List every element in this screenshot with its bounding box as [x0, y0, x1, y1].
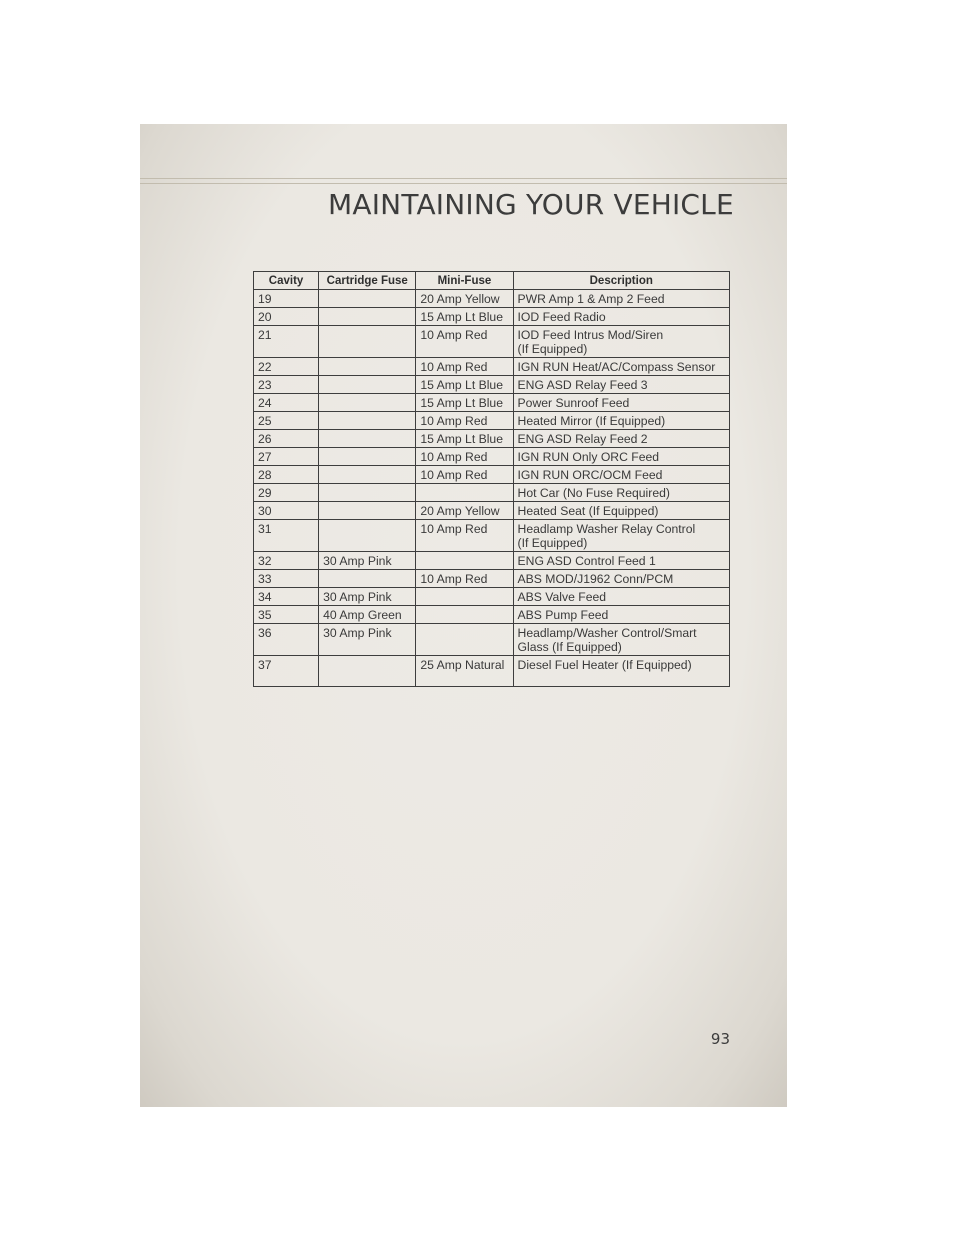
cell-cavity [254, 394, 319, 412]
cell-cartridge-fuse [319, 308, 416, 326]
cell-description-text: IGN RUN Only ORC Feed [517, 450, 660, 464]
cell-cartridge-fuse [319, 656, 416, 687]
cell-cavity-text: 23 [258, 378, 272, 392]
column-header-description: Description [513, 272, 729, 290]
cell-mini-fuse [416, 588, 513, 606]
cell-cavity-text: 19 [258, 292, 272, 306]
cell-description [513, 588, 729, 606]
cell-cavity [254, 624, 319, 656]
cell-description-text: ENG ASD Relay Feed 3 [517, 378, 648, 392]
cell-cavity [254, 656, 319, 687]
cell-cartridge-fuse [319, 466, 416, 484]
cell-description [513, 412, 729, 430]
cell-mini-fuse-text: 10 Amp Red [420, 328, 488, 342]
cell-mini-fuse [416, 376, 513, 394]
cell-mini-fuse [416, 624, 513, 656]
cell-mini-fuse [416, 430, 513, 448]
cell-cartridge-fuse [319, 448, 416, 466]
cell-description-text: Headlamp Washer Relay Control [517, 522, 696, 536]
cell-description-text: ABS Pump Feed [517, 608, 609, 622]
cell-description-text: Hot Car (No Fuse Required) [517, 486, 670, 500]
cell-description-text: Headlamp/Washer Control/Smart [517, 626, 697, 640]
cell-mini-fuse-text: 10 Amp Red [420, 360, 488, 374]
cell-cavity-text: 26 [258, 432, 272, 446]
header-rule-bottom [140, 183, 787, 184]
cell-cartridge-fuse [319, 394, 416, 412]
cell-description [513, 466, 729, 484]
cell-cavity-text: 28 [258, 468, 272, 482]
cell-mini-fuse-text: 10 Amp Red [420, 450, 488, 464]
cell-description [513, 358, 729, 376]
cell-description-text: Heated Mirror (If Equipped) [517, 414, 666, 428]
cell-mini-fuse-text: 10 Amp Red [420, 522, 488, 536]
cell-mini-fuse [416, 308, 513, 326]
cell-description-text: Diesel Fuel Heater (If Equipped) [517, 658, 692, 672]
cell-description [513, 502, 729, 520]
cell-description [513, 570, 729, 588]
cell-cavity [254, 290, 319, 308]
cell-cartridge-fuse [319, 624, 416, 656]
cell-cartridge-fuse [319, 552, 416, 570]
cell-cartridge-fuse [319, 430, 416, 448]
table-header-row [254, 272, 730, 290]
cell-description-text: ABS Valve Feed [517, 590, 607, 604]
table-row [254, 656, 730, 687]
cell-mini-fuse [416, 606, 513, 624]
cell-cavity-text: 20 [258, 310, 272, 324]
table-row [254, 326, 730, 358]
cell-description-text: IOD Feed Radio [517, 310, 606, 324]
table-row [254, 448, 730, 466]
cell-mini-fuse [416, 358, 513, 376]
cell-cartridge-fuse [319, 376, 416, 394]
cell-description [513, 290, 729, 308]
cell-mini-fuse-text: 15 Amp Lt Blue [420, 310, 503, 324]
cell-cavity-text: 24 [258, 396, 272, 410]
cell-cavity-text: 29 [258, 486, 272, 500]
cell-description [513, 430, 729, 448]
cell-description-text: ABS MOD/J1962 Conn/PCM [517, 572, 674, 586]
table-row [254, 588, 730, 606]
column-header-cavity: Cavity [254, 272, 319, 290]
cell-cavity-text: 22 [258, 360, 272, 374]
cell-description [513, 484, 729, 502]
cell-cartridge-fuse [319, 358, 416, 376]
cell-description [513, 376, 729, 394]
cell-mini-fuse-text: 20 Amp Yellow [420, 292, 500, 306]
cell-description-text-line2: Glass (If Equipped) [517, 640, 622, 654]
table-row [254, 552, 730, 570]
header-rule-top [140, 178, 787, 179]
cell-mini-fuse-text: 10 Amp Red [420, 414, 488, 428]
cell-cavity-text: 27 [258, 450, 272, 464]
cell-description-text: IGN RUN Heat/AC/Compass Sensor [517, 360, 716, 374]
cell-mini-fuse-text: 15 Amp Lt Blue [420, 378, 503, 392]
cell-cavity-text: 31 [258, 522, 272, 536]
cell-cavity [254, 308, 319, 326]
cell-mini-fuse-text: 10 Amp Red [420, 468, 488, 482]
cell-cavity-text: 25 [258, 414, 272, 428]
cell-description-text: ENG ASD Control Feed 1 [517, 554, 656, 568]
cell-cartridge-fuse [319, 412, 416, 430]
cell-mini-fuse [416, 466, 513, 484]
cell-cavity [254, 484, 319, 502]
cell-mini-fuse [416, 502, 513, 520]
cell-description [513, 326, 729, 358]
table-row [254, 358, 730, 376]
page-title: MAINTAINING YOUR VEHICLE [328, 188, 734, 221]
cell-cavity [254, 358, 319, 376]
cell-cavity-text: 21 [258, 328, 272, 342]
table-row [254, 624, 730, 656]
cell-cartridge-fuse [319, 606, 416, 624]
cell-mini-fuse [416, 394, 513, 412]
cell-description [513, 656, 729, 687]
cell-cavity [254, 430, 319, 448]
cell-mini-fuse [416, 570, 513, 588]
cell-cavity-text: 33 [258, 572, 272, 586]
table-row [254, 484, 730, 502]
cell-cartridge-fuse [319, 588, 416, 606]
column-header-cartridge-fuse: Cartridge Fuse [319, 272, 416, 290]
cell-description [513, 394, 729, 412]
table-row [254, 308, 730, 326]
cell-cartridge-fuse-text: 30 Amp Pink [323, 626, 392, 640]
cell-description [513, 308, 729, 326]
cell-cartridge-fuse [319, 290, 416, 308]
table-row [254, 570, 730, 588]
cell-cavity [254, 606, 319, 624]
fuse-table-body [254, 290, 730, 687]
cell-mini-fuse [416, 448, 513, 466]
table-row [254, 430, 730, 448]
cell-cavity [254, 326, 319, 358]
table-row [254, 502, 730, 520]
table-row [254, 394, 730, 412]
cell-mini-fuse [416, 326, 513, 358]
cell-cartridge-fuse-text: 30 Amp Pink [323, 590, 392, 604]
cell-description-text-line2: (If Equipped) [517, 536, 588, 550]
cell-mini-fuse-text: 20 Amp Yellow [420, 504, 500, 518]
fuse-table [253, 271, 730, 687]
cell-description-text: PWR Amp 1 & Amp 2 Feed [517, 292, 665, 306]
cell-cavity-text: 36 [258, 626, 272, 640]
cell-cavity [254, 376, 319, 394]
table-row [254, 412, 730, 430]
table-row [254, 606, 730, 624]
cell-description-text: IGN RUN ORC/OCM Feed [517, 468, 663, 482]
cell-mini-fuse-text: 25 Amp Natural [420, 658, 505, 672]
cell-description-text: Heated Seat (If Equipped) [517, 504, 659, 518]
cell-mini-fuse [416, 656, 513, 687]
page-panel [140, 124, 787, 1107]
cell-cavity [254, 466, 319, 484]
cell-description [513, 606, 729, 624]
cell-mini-fuse [416, 290, 513, 308]
cell-mini-fuse [416, 552, 513, 570]
cell-description [513, 448, 729, 466]
cell-cavity [254, 448, 319, 466]
cell-mini-fuse [416, 412, 513, 430]
cell-cavity [254, 552, 319, 570]
cell-cavity-text: 35 [258, 608, 272, 622]
table-row [254, 466, 730, 484]
cell-cavity [254, 502, 319, 520]
cell-description [513, 552, 729, 570]
cell-mini-fuse [416, 520, 513, 552]
cell-mini-fuse-text: 15 Amp Lt Blue [420, 432, 503, 446]
cell-cavity-text: 32 [258, 554, 272, 568]
cell-cartridge-fuse [319, 570, 416, 588]
cell-cavity [254, 570, 319, 588]
cell-cavity-text: 37 [258, 658, 272, 672]
cell-cavity-text: 34 [258, 590, 272, 604]
table-row [254, 520, 730, 552]
cell-mini-fuse-text: 15 Amp Lt Blue [420, 396, 503, 410]
cell-description-text: IOD Feed Intrus Mod/Siren [517, 328, 664, 342]
cell-description [513, 520, 729, 552]
cell-cartridge-fuse [319, 520, 416, 552]
cell-mini-fuse-text: 10 Amp Red [420, 572, 488, 586]
cell-cavity [254, 588, 319, 606]
column-header-mini-fuse: Mini-Fuse [416, 272, 513, 290]
cell-description [513, 624, 729, 656]
cell-cartridge-fuse [319, 502, 416, 520]
cell-cavity-text: 30 [258, 504, 272, 518]
table-row [254, 290, 730, 308]
cell-description-text-line2: (If Equipped) [517, 342, 588, 356]
cell-cartridge-fuse [319, 484, 416, 502]
cell-description-text: ENG ASD Relay Feed 2 [517, 432, 648, 446]
cell-cartridge-fuse-text: 40 Amp Green [323, 608, 402, 622]
cell-description-text: Power Sunroof Feed [517, 396, 630, 410]
page-number: 93 [710, 1030, 730, 1048]
cell-mini-fuse [416, 484, 513, 502]
table-row [254, 376, 730, 394]
cell-cavity [254, 520, 319, 552]
cell-cartridge-fuse-text: 30 Amp Pink [323, 554, 392, 568]
cell-cartridge-fuse [319, 326, 416, 358]
cell-cavity [254, 412, 319, 430]
